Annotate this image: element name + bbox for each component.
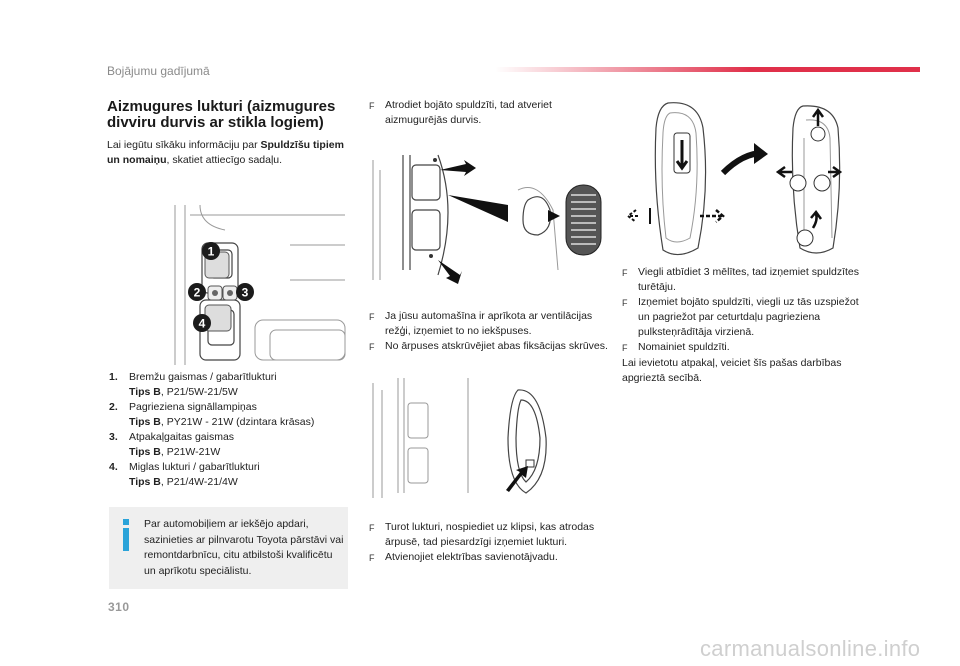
- steps-open-doors: [369, 98, 609, 128]
- bulb-name: Miglas lukturi / gabarītlukturi: [129, 461, 260, 473]
- bulb-number: 1.: [109, 371, 118, 383]
- steps-remove-grille: [369, 309, 609, 355]
- bulb-type-value: , P21W-21W: [160, 446, 221, 458]
- step-item: [369, 339, 609, 355]
- step-text: Viegli atbīdiet 3 mēlītes, tad izņemiet spuldzītes turētāju.: [638, 266, 860, 293]
- callout-3-label: 3: [241, 285, 249, 300]
- step-bullet: F: [622, 343, 628, 353]
- callout-2-label: 2: [193, 285, 201, 300]
- running-title: Bojājumu gadījumā: [107, 64, 210, 78]
- step-text: Ja jūsu automašīna ir aprīkota ar ventilācijas režģi, izņemiet to no iekšpuses.: [385, 310, 593, 337]
- step-item: [369, 550, 609, 566]
- step-bullet: F: [369, 312, 375, 322]
- bulb-type-label: Tips B: [129, 386, 161, 398]
- bulb-number: 4.: [109, 461, 118, 473]
- step-bullet: F: [622, 298, 628, 308]
- step-item: [622, 295, 872, 340]
- light-clip-illustration: [368, 378, 568, 503]
- section-title-line-1: Aizmugures lukturi (aizmugures: [107, 98, 336, 115]
- bulb-number: 2.: [109, 401, 118, 413]
- bulb-list-item: [109, 460, 359, 490]
- step-bullet: F: [369, 342, 375, 352]
- bulb-holder-illustration: [628, 98, 858, 263]
- bulb-list: [109, 370, 359, 490]
- callout-4-label: 4: [198, 316, 206, 331]
- step-bullet: F: [369, 523, 375, 533]
- step-text: Nomainiet spuldzīti.: [638, 341, 730, 353]
- callout-1-label: 1: [207, 244, 215, 259]
- info-note: [109, 507, 348, 589]
- info-note-text: Par automobiļiem ar iekšējo apdari, sazinieties ar pilnvarotu Toyota pārstāvi vai remontdarbnīcu, citu atbilstoši kvalificētu un aprīkotu speciālistu.: [144, 518, 344, 577]
- bulb-number: 3.: [109, 431, 118, 443]
- bulb-type-label: Tips B: [129, 446, 161, 458]
- bulb-type-value: , PY21W - 21W (dzintara krāsas): [160, 416, 315, 428]
- intro-link-text: Spuldzīšu tipiem un nomaiņu: [107, 139, 344, 166]
- step-text: Atrodiet bojāto spuldzīti, tad atveriet aizmugurējās durvis.: [385, 99, 552, 126]
- step-bullet: F: [369, 101, 375, 111]
- step-item: [622, 265, 872, 295]
- header-accent-bar: [495, 67, 920, 72]
- step-text: No ārpuses atskrūvējiet abas fiksācijas skrūves.: [385, 340, 608, 352]
- bulb-name: Bremžu gaismas / gabarītlukturi: [129, 371, 277, 383]
- bulb-list-item: [109, 430, 359, 460]
- info-icon: [121, 519, 131, 551]
- step-bullet: F: [369, 553, 375, 563]
- step-text: Atvienojiet elektrības savienotājvadu.: [385, 551, 558, 563]
- section-title: [107, 99, 357, 131]
- step-item: [369, 309, 609, 339]
- step-item: [622, 340, 872, 356]
- intro-end-text: , skatiet attiecīgo sadaļu.: [166, 154, 283, 166]
- bulb-type-value: , P21/4W-21/4W: [160, 476, 238, 488]
- step-bullet: F: [622, 268, 628, 278]
- step-item: [369, 98, 609, 128]
- door-interior-illustration: [368, 150, 613, 285]
- step-item: [369, 520, 609, 550]
- steps-remove-light: [369, 520, 609, 566]
- bulb-name: Pagrieziena signāllampiņas: [129, 401, 257, 413]
- bulb-type-label: Tips B: [129, 416, 161, 428]
- intro-paragraph: [107, 138, 352, 168]
- watermark: carmanualsonline.info: [700, 636, 921, 661]
- closing-paragraph: Lai ievietotu atpakaļ, veiciet šīs pašas darbības apgrieztā secībā.: [622, 357, 842, 384]
- section-title-line-2: divviru durvis ar stikla logiem): [107, 114, 324, 131]
- page-number: 310: [108, 600, 130, 614]
- bulb-list-item: [109, 370, 359, 400]
- step-text: Izņemiet bojāto spuldzīti, viegli uz tās uzspiežot un pagriežot par ceturtdaļu pagrieziena pulksteņrādītāja virzienā.: [638, 296, 859, 338]
- bulb-name: Atpakaļgaitas gaismas: [129, 431, 235, 443]
- intro-text: Lai iegūtu sīkāku informāciju par: [107, 139, 261, 151]
- bulb-type-value: , P21/5W-21/5W: [160, 386, 238, 398]
- bulb-type-label: Tips B: [129, 476, 161, 488]
- bulb-list-item: [109, 400, 359, 430]
- steps-replace-bulb: [622, 265, 872, 386]
- step-text: Turot lukturi, nospiediet uz klipsi, kas atrodas ārpusē, tad piesardzīgi izņemiet lukturi.: [385, 521, 595, 548]
